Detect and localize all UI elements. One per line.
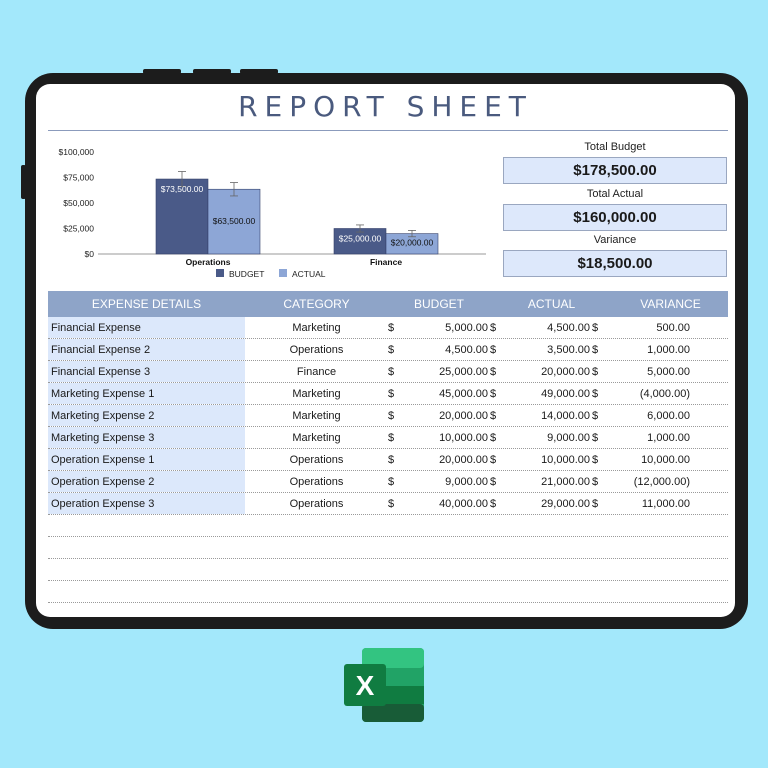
expense-name-cell[interactable]: Financial Expense 3 bbox=[48, 361, 245, 382]
currency-symbol[interactable]: $ bbox=[388, 343, 395, 356]
table-row[interactable] bbox=[48, 405, 728, 427]
x-category-label: Operations bbox=[185, 257, 231, 267]
excel-logo-icon bbox=[342, 646, 426, 724]
total-actual-value: $160,000.00 bbox=[503, 204, 727, 231]
title-divider bbox=[48, 130, 728, 131]
excel-logo-letter: X bbox=[355, 670, 375, 701]
currency-symbol[interactable]: $ bbox=[592, 431, 599, 444]
table-row[interactable] bbox=[48, 361, 728, 383]
actual-cell[interactable]: 10,000.00 bbox=[541, 453, 590, 466]
table-row[interactable] bbox=[48, 449, 728, 471]
y-tick-label: $25,000 bbox=[63, 223, 94, 234]
expense-name-cell[interactable]: Financial Expense bbox=[48, 317, 245, 338]
expense-table bbox=[48, 291, 728, 603]
empty-row[interactable] bbox=[48, 515, 728, 537]
expense-name-cell[interactable]: Financial Expense 2 bbox=[48, 339, 245, 360]
budget-cell[interactable]: 40,000.00 bbox=[439, 497, 488, 510]
table-row[interactable] bbox=[48, 427, 728, 449]
currency-symbol[interactable]: $ bbox=[388, 387, 395, 400]
category-cell[interactable]: Operations bbox=[289, 453, 344, 466]
currency-symbol[interactable]: $ bbox=[388, 409, 395, 422]
variance-cell[interactable]: 10,000.00 bbox=[641, 453, 690, 466]
currency-symbol[interactable]: $ bbox=[592, 497, 599, 510]
budget-cell[interactable]: 25,000.00 bbox=[439, 365, 488, 378]
legend-swatch-budget bbox=[216, 269, 224, 277]
variance-cell[interactable]: 6,000.00 bbox=[647, 409, 690, 422]
data-label: $25,000.00 bbox=[338, 233, 382, 244]
actual-cell[interactable]: 49,000.00 bbox=[541, 387, 590, 400]
actual-cell[interactable]: 21,000.00 bbox=[541, 475, 590, 488]
category-cell[interactable]: Operations bbox=[289, 475, 344, 488]
expense-name-cell[interactable]: Marketing Expense 3 bbox=[48, 427, 245, 448]
currency-symbol[interactable]: $ bbox=[490, 365, 497, 378]
legend-label-actual: ACTUAL bbox=[292, 269, 326, 279]
variance-cell[interactable]: 500.00 bbox=[656, 321, 690, 334]
currency-symbol[interactable]: $ bbox=[490, 321, 497, 334]
budget-cell[interactable]: 20,000.00 bbox=[439, 409, 488, 422]
category-cell[interactable]: Marketing bbox=[292, 321, 341, 334]
category-cell[interactable]: Marketing bbox=[292, 431, 341, 444]
y-tick-label: $0 bbox=[84, 249, 94, 259]
budget-cell[interactable]: 5,000.00 bbox=[445, 321, 488, 334]
data-label: $63,500.00 bbox=[212, 216, 256, 227]
variance-cell[interactable]: 5,000.00 bbox=[647, 365, 690, 378]
table-header bbox=[48, 291, 728, 317]
x-category-label: Finance bbox=[369, 257, 403, 267]
legend-label-budget: BUDGET bbox=[229, 269, 265, 279]
actual-cell[interactable]: 29,000.00 bbox=[541, 497, 590, 510]
actual-cell[interactable]: 20,000.00 bbox=[541, 365, 590, 378]
total-actual-label: Total Actual bbox=[586, 188, 644, 200]
category-cell[interactable]: Operations bbox=[289, 343, 344, 356]
currency-symbol[interactable]: $ bbox=[490, 343, 497, 356]
category-cell[interactable]: Operations bbox=[289, 497, 344, 510]
y-tick-label: $100,000 bbox=[58, 147, 94, 157]
currency-symbol[interactable]: $ bbox=[388, 497, 395, 510]
currency-symbol[interactable]: $ bbox=[592, 343, 599, 356]
header-actual[interactable]: ACTUAL bbox=[527, 297, 576, 311]
currency-symbol[interactable]: $ bbox=[490, 431, 497, 444]
currency-symbol[interactable]: $ bbox=[388, 431, 395, 444]
header-budget[interactable]: BUDGET bbox=[413, 297, 464, 311]
data-label: $20,000.00 bbox=[390, 237, 434, 248]
category-cell[interactable]: Finance bbox=[296, 365, 337, 378]
currency-symbol[interactable]: $ bbox=[490, 497, 497, 510]
variance-value: $18,500.00 bbox=[503, 250, 727, 277]
currency-symbol[interactable]: $ bbox=[490, 409, 497, 422]
variance-cell[interactable]: 11,000.00 bbox=[641, 497, 690, 510]
table-row[interactable] bbox=[48, 471, 728, 493]
table-row[interactable] bbox=[48, 383, 728, 405]
variance-cell[interactable]: 1,000.00 bbox=[647, 431, 690, 444]
budget-cell[interactable]: 10,000.00 bbox=[439, 431, 488, 444]
y-tick-label: $75,000 bbox=[63, 172, 94, 183]
variance-cell[interactable]: (12,000.00) bbox=[633, 475, 690, 488]
budget-cell[interactable]: 9,000.00 bbox=[445, 475, 488, 488]
actual-cell[interactable]: 3,500.00 bbox=[547, 343, 590, 356]
empty-row[interactable] bbox=[48, 559, 728, 581]
empty-row[interactable] bbox=[48, 581, 728, 603]
variance-label: Variance bbox=[593, 234, 637, 246]
header-expense-details[interactable]: EXPENSE DETAILS bbox=[91, 297, 202, 311]
total-budget-value: $178,500.00 bbox=[503, 157, 727, 184]
actual-cell[interactable]: 14,000.00 bbox=[541, 409, 590, 422]
budget-cell[interactable]: 4,500.00 bbox=[445, 343, 488, 356]
expense-name-cell[interactable]: Operation Expense 3 bbox=[48, 493, 245, 514]
header-category[interactable]: CATEGORY bbox=[283, 297, 350, 311]
table-row[interactable] bbox=[48, 493, 728, 515]
currency-symbol[interactable]: $ bbox=[388, 321, 395, 334]
expense-name-cell[interactable]: Marketing Expense 1 bbox=[48, 383, 245, 404]
currency-symbol[interactable]: $ bbox=[592, 321, 599, 334]
y-tick-label: $50,000 bbox=[63, 198, 94, 208]
currency-symbol[interactable]: $ bbox=[490, 475, 497, 488]
data-label: $73,500.00 bbox=[160, 184, 204, 195]
variance-cell[interactable]: (4,000.00) bbox=[639, 387, 690, 400]
table-row[interactable] bbox=[48, 339, 728, 361]
budget-cell[interactable]: 20,000.00 bbox=[439, 453, 488, 466]
category-cell[interactable]: Marketing bbox=[292, 387, 341, 400]
header-variance[interactable]: VARIANCE bbox=[640, 297, 701, 311]
tablet-side-button bbox=[21, 165, 26, 199]
table-body bbox=[48, 317, 728, 515]
actual-cell[interactable]: 9,000.00 bbox=[547, 431, 590, 444]
actual-cell[interactable]: 4,500.00 bbox=[547, 321, 590, 334]
expense-name-cell[interactable]: Operation Expense 1 bbox=[48, 449, 245, 470]
table-row[interactable] bbox=[48, 317, 728, 339]
variance-cell[interactable]: 1,000.00 bbox=[647, 343, 690, 356]
expense-name-cell[interactable]: Operation Expense 2 bbox=[48, 471, 245, 492]
expense-name-cell[interactable]: Marketing Expense 2 bbox=[48, 405, 245, 426]
legend-swatch-actual bbox=[279, 269, 287, 277]
empty-row[interactable] bbox=[48, 537, 728, 559]
page-title: REPORT SHEET bbox=[238, 90, 533, 123]
budget-cell[interactable]: 45,000.00 bbox=[439, 387, 488, 400]
report-screen bbox=[36, 84, 735, 617]
currency-symbol[interactable]: $ bbox=[592, 387, 599, 400]
currency-symbol[interactable]: $ bbox=[592, 453, 599, 466]
currency-symbol[interactable]: $ bbox=[592, 475, 599, 488]
currency-symbol[interactable]: $ bbox=[592, 409, 599, 422]
currency-symbol[interactable]: $ bbox=[592, 365, 599, 378]
total-budget-label: Total Budget bbox=[584, 141, 646, 153]
currency-symbol[interactable]: $ bbox=[388, 365, 395, 378]
currency-symbol[interactable]: $ bbox=[490, 453, 497, 466]
currency-symbol[interactable]: $ bbox=[388, 475, 395, 488]
currency-symbol[interactable]: $ bbox=[490, 387, 497, 400]
budget-actual-chart bbox=[36, 142, 496, 282]
currency-symbol[interactable]: $ bbox=[388, 453, 395, 466]
category-cell[interactable]: Marketing bbox=[292, 409, 341, 422]
